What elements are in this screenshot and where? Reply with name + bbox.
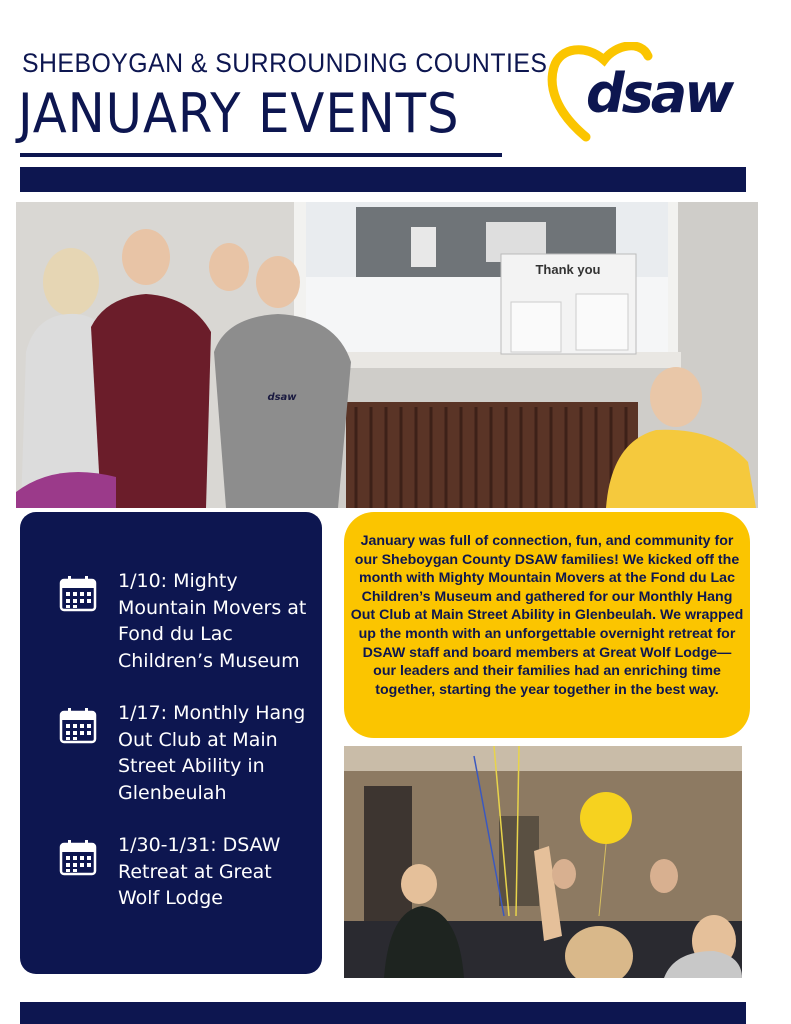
sign-text: Thank you bbox=[535, 262, 601, 277]
title-underline bbox=[20, 153, 502, 157]
event-text: 1/17: Monthly Hang Out Club at Main Street Ability in Glenbeulah bbox=[118, 702, 306, 804]
calendar-icon bbox=[58, 706, 98, 746]
retreat-photo bbox=[344, 746, 742, 978]
group-photo bbox=[16, 202, 758, 508]
top-divider-bar bbox=[20, 167, 746, 192]
logo-text: dsaw bbox=[586, 62, 732, 125]
calendar-icon bbox=[58, 574, 98, 614]
summary-box bbox=[344, 512, 750, 738]
bottom-divider-bar bbox=[20, 1002, 746, 1024]
event-text: 1/30-1/31: DSAW Retreat at Great Wolf Lodge bbox=[118, 834, 281, 909]
event-text: 1/10: Mighty Mountain Movers at Fond du Lac Children’s Museum bbox=[118, 570, 307, 672]
header-subtitle: SHEBOYGAN & SURROUNDING COUNTIES bbox=[22, 48, 548, 78]
page-title: JANUARY EVENTS bbox=[18, 82, 460, 145]
dsaw-logo bbox=[546, 42, 751, 142]
summary-text: January was full of connection, fun, and community for our Sheboygan County DSAW families! We kicked off the month with Mighty Mountain Movers at the Fond du Lac Children’s Museum and gathered for our Monthly Hang Out Club at Main Street Ability in Glenbeulah. We wrapped up the month with an unforgettable overnight retreat for DSAW staff and board members at Great Wolf Lodge— our leaders and their families had an enriching time together, starting the year together in the best way. bbox=[350, 533, 744, 698]
events-panel bbox=[20, 512, 322, 974]
calendar-icon bbox=[58, 838, 98, 878]
shirt-logo: dsaw bbox=[267, 392, 297, 403]
